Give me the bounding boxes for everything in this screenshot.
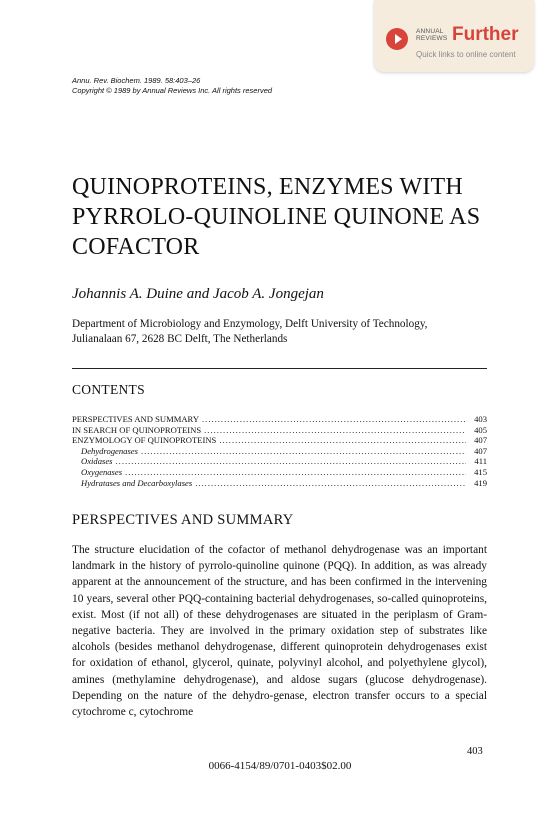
toc-leader [116, 456, 466, 467]
affiliation-line: Julianalaan 67, 2628 BC Delft, The Netherlands [72, 333, 288, 345]
author-affiliation [72, 317, 502, 347]
toc-entry[interactable] [72, 435, 487, 446]
title-line: QUINOPROTEINS, ENZYMES WITH [72, 174, 463, 200]
article-authors: Johannis A. Duine and Jacob A. Jongejan [72, 286, 324, 302]
toc-page: 407 [474, 435, 487, 446]
toc-page: 419 [474, 477, 487, 488]
toc-label: PERSPECTIVES AND SUMMARY [72, 414, 200, 424]
toc-subentry[interactable] [72, 456, 487, 467]
section-heading: PERSPECTIVES AND SUMMARY [72, 512, 294, 528]
toc-page: 405 [474, 424, 487, 435]
toc-label: Hydratases and Decarboxylases [81, 477, 193, 488]
toc-page: 415 [474, 466, 487, 477]
toc-leader [125, 467, 466, 478]
toc-entry[interactable] [72, 425, 487, 436]
further-brand: Further [452, 24, 519, 45]
play-arrow-icon [386, 28, 408, 50]
toc-leader [219, 435, 466, 446]
toc-subentry[interactable] [72, 467, 487, 478]
affiliation-line: Department of Microbiology and Enzymology, Delft University of Technology, [72, 318, 428, 330]
further-badge[interactable] [374, 0, 534, 72]
toc-leader [204, 425, 466, 436]
title-line: COFACTOR [72, 234, 200, 260]
toc-page: 407 [474, 445, 487, 456]
quick-links-tagline: Quick links to online content [416, 50, 516, 59]
toc-page: 403 [474, 414, 487, 424]
copyright-line: Copyright © 1989 by Annual Reviews Inc. All rights reserved [72, 86, 273, 95]
toc-leader [141, 446, 466, 457]
logo-line-reviews: REVIEWS [416, 35, 448, 42]
page-number: 403 [467, 746, 483, 757]
article-title [72, 172, 512, 262]
toc-label: ENZYMOLOGY OF QUINOPROTEINS [72, 435, 217, 446]
toc-page: 411 [474, 456, 487, 467]
toc-subentry[interactable] [72, 478, 487, 489]
logo-line-annual: ANNUAL [416, 28, 444, 35]
toc-label: Oxidases [81, 456, 113, 467]
citation-line: Annu. Rev. Biochem. 1989. 58:403–26 [72, 76, 201, 85]
table-of-contents [72, 414, 487, 488]
toc-leader [195, 478, 466, 489]
journal-citation [72, 76, 272, 96]
title-line: PYRROLO-QUINOLINE QUINONE AS [72, 204, 481, 230]
toc-label: Dehydrogenases [81, 445, 138, 456]
contents-heading: CONTENTS [72, 382, 145, 397]
article-code: 0066-4154/89/0701-0403$02.00 [208, 760, 352, 772]
body-paragraph: The structure elucidation of the cofactor of methanol dehydrogenase was an important landmark in the history of pyrrolo-quinoline quinone (PQQ). In addition, as was already apparent at the announcement of the structure, and has been confirmed in the intervening 10 years, several other PQQ-containing bacterial dehydrogenases, so-called quinoproteins, exist. Most (if not all) of these dehydrogenases are situated in the periplasm of Gram-negative bacteria. They are involved in the primary oxidation step of substrates like alcohols (besides methanol dehydrogenase, different quinoprotein dehydrogenases exist for oxidation of ethanol, glycerol, quinate, polyvinyl alcohol, and polyethylene glycol), amines (methylamine dehydrogenase), and aldose sugars (glucose dehydrogenase). Depending on the nature of the dehydro-genase, electron transfer occurs to a special cytochrome c, cytochrome [72, 544, 487, 719]
toc-leader [202, 414, 466, 425]
divider-rule [72, 368, 487, 369]
toc-entry[interactable] [72, 414, 487, 425]
toc-subentry[interactable] [72, 446, 487, 457]
toc-label: IN SEARCH OF QUINOPROTEINS [72, 424, 202, 435]
annual-reviews-logo [416, 28, 447, 42]
toc-label: Oxygenases [81, 466, 123, 477]
